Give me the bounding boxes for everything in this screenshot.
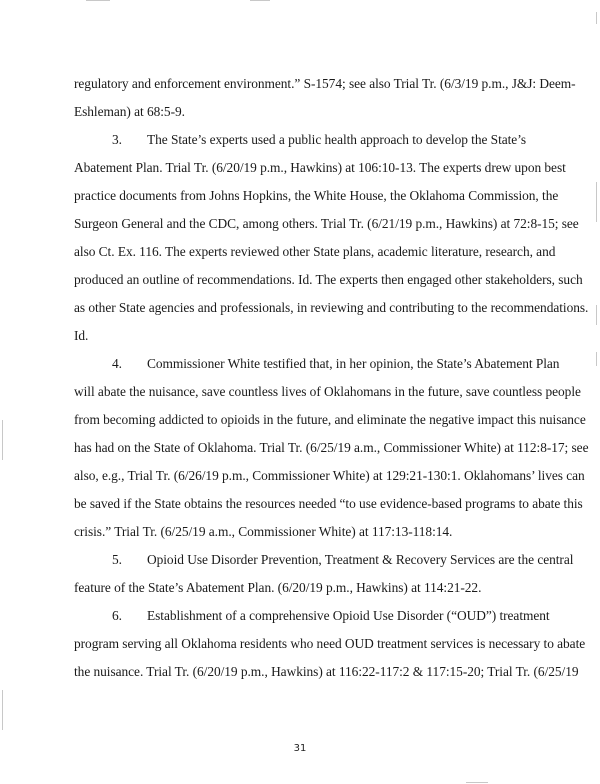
paragraph-text: The State’s experts used a public health approach to develop the State’s xyxy=(147,132,527,147)
text-line: practice documents from Johns Hopkins, the White House, the Oklahoma Commission, the xyxy=(74,188,559,203)
text-line: produced an outline of recommendations. Id. The experts then engaged other stakeholders, such xyxy=(74,272,583,287)
text-line: Abatement Plan. Trial Tr. (6/20/19 p.m., Hawkins) at 106:10-13. The experts drew upon best xyxy=(74,160,566,175)
scan-artifact-left-2 xyxy=(2,690,3,730)
scan-artifact-right-3 xyxy=(596,305,597,325)
scan-artifact-right-1 xyxy=(596,12,597,24)
text-line: Eshleman) at 68:5-9. xyxy=(74,104,185,119)
paragraph-text: Opioid Use Disorder Prevention, Treatment & Recovery Services are the central xyxy=(147,552,574,567)
paragraph-number: 3. xyxy=(112,132,122,147)
paragraph-text: Establishment of a comprehensive Opioid Use Disorder (“OUD”) treatment xyxy=(147,608,550,623)
text-line: crisis.” Trial Tr. (6/25/19 a.m., Commissioner White) at 117:13-118:14. xyxy=(74,524,453,539)
scan-artifact-top-1 xyxy=(86,0,110,1)
paragraph-text: Commissioner White testified that, in her opinion, the State’s Abatement Plan xyxy=(147,356,560,371)
text-line: regulatory and enforcement environment.” S-1574; see also Trial Tr. (6/3/19 p.m., J&J: Deem- xyxy=(74,76,576,91)
text-line: as other State agencies and professionals, in reviewing and contributing to the recommendations. xyxy=(74,300,589,315)
text-line: Surgeon General and the CDC, among others. Trial Tr. (6/21/19 p.m., Hawkins) at 72:8-15; see xyxy=(74,216,579,231)
scan-artifact-left-1 xyxy=(2,420,3,460)
scan-artifact-bottom xyxy=(466,782,488,783)
text-line: program serving all Oklahoma residents who need OUD treatment services is necessary to abate xyxy=(74,636,586,651)
text-line: also Ct. Ex. 116. The experts reviewed other State plans, academic literature, research, and xyxy=(74,244,556,259)
text-line: from becoming addicted to opioids in the future, and eliminate the negative impact this nuisance xyxy=(74,412,586,427)
text-line: will abate the nuisance, save countless lives of Oklahomans in the future, save countless people xyxy=(74,384,581,399)
scan-artifact-right-4 xyxy=(596,352,597,366)
paragraph-number: 4. xyxy=(112,356,122,371)
scan-artifact-right-2 xyxy=(596,182,597,222)
page-number: 31 xyxy=(293,743,307,754)
text-line: Id. xyxy=(74,328,89,343)
text-line: has had on the State of Oklahoma. Trial Tr. (6/25/19 a.m., Commissioner White) at 112:8-17; see xyxy=(74,440,589,455)
paragraph-number: 5. xyxy=(112,552,122,567)
text-line: feature of the State’s Abatement Plan. (6/20/19 p.m., Hawkins) at 114:21-22. xyxy=(74,580,482,595)
paragraph-number: 6. xyxy=(112,608,122,623)
scan-artifact-top-2 xyxy=(250,0,270,1)
text-line: also, e.g., Trial Tr. (6/26/19 p.m., Commissioner White) at 129:21-130:1. Oklahomans’ lives can xyxy=(74,468,585,483)
text-line: the nuisance. Trial Tr. (6/20/19 p.m., Hawkins) at 116:22-117:2 & 117:15-20; Trial Tr. (6/25/19 xyxy=(74,664,579,679)
text-line: be saved if the State obtains the resources needed “to use evidence-based programs to abate this xyxy=(74,496,583,511)
